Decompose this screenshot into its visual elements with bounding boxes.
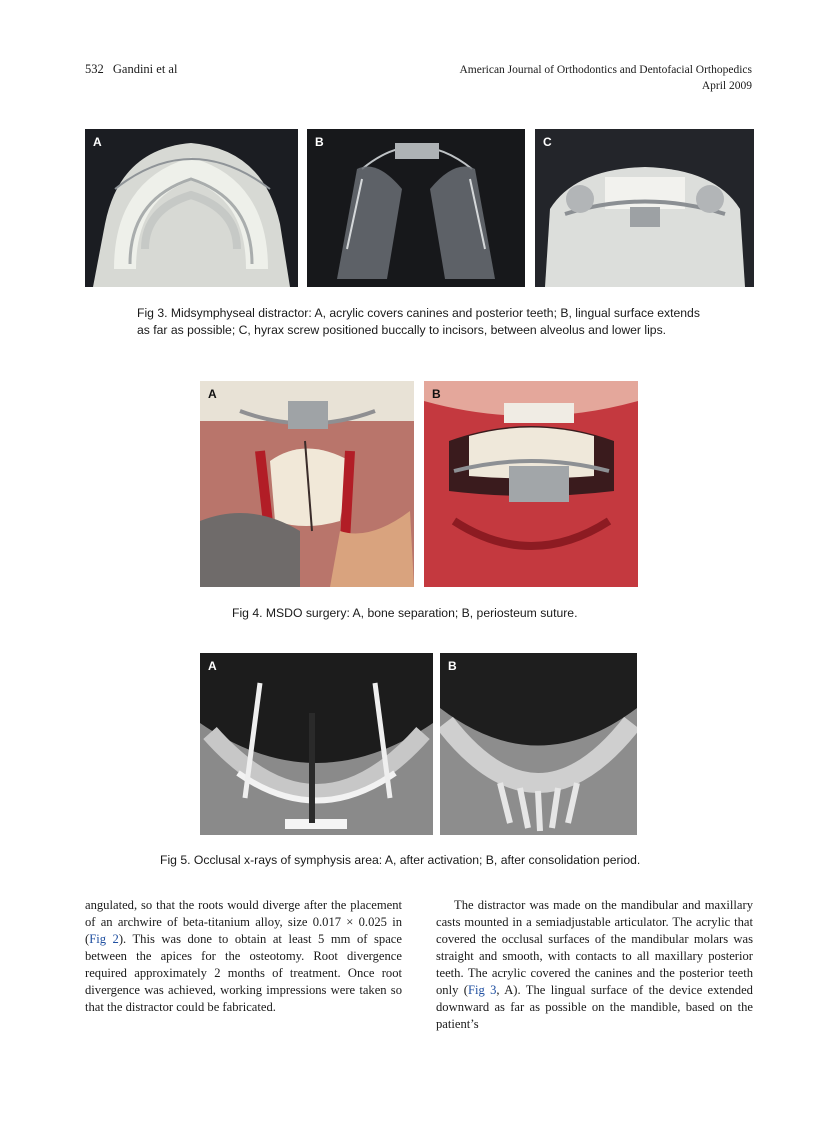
fig4-caption: Fig 4. MSDO surgery: A, bone separation; B, periosteum suture. bbox=[232, 606, 578, 620]
page-number: 532 bbox=[85, 62, 104, 76]
fig5-panel-b bbox=[440, 653, 637, 835]
body-column-right bbox=[436, 897, 753, 1033]
fig5-panel-a bbox=[200, 653, 433, 835]
running-header-right bbox=[459, 62, 752, 94]
fig2-reference-link[interactable]: Fig 2 bbox=[89, 932, 119, 946]
journal-name: American Journal of Orthodontics and Dentofacial Orthopedics bbox=[459, 64, 752, 76]
dental-cast-photo bbox=[85, 129, 298, 287]
xray-consolidation bbox=[440, 653, 637, 835]
panel-label-c: C bbox=[543, 135, 552, 149]
body-column-left bbox=[85, 897, 402, 1016]
surgery-photo bbox=[200, 381, 414, 587]
suture-photo bbox=[424, 381, 638, 587]
panel-label-a: A bbox=[208, 387, 217, 401]
fig3-panel-b bbox=[307, 129, 525, 287]
fig3-panel-c bbox=[535, 129, 754, 287]
panel-label-b: B bbox=[448, 659, 457, 673]
paragraph: angulated, so that the roots would diverge after the placement of an archwire of beta-titanium alloy, size 0.017 × 0.025 in (Fig 2). This was done to obtain at least 5 mm of space between the apices for the osteotomy. Root divergence required approximately 2 months of treatment. Once root divergence was achieved, working impressions were taken so that the distractor could be fabricated. bbox=[85, 898, 402, 1014]
fig4-panel-a bbox=[200, 381, 414, 587]
distractor-device-photo bbox=[307, 129, 525, 287]
panel-label-b: B bbox=[432, 387, 441, 401]
authors: Gandini et al bbox=[112, 62, 178, 76]
cast-with-screw-photo bbox=[535, 129, 754, 287]
xray-activation bbox=[200, 653, 433, 835]
fig5-caption: Fig 5. Occlusal x-rays of symphysis area: A, after activation; B, after consolidation period. bbox=[160, 853, 641, 867]
fig3-reference-link[interactable]: Fig 3 bbox=[467, 983, 497, 997]
paragraph: The distractor was made on the mandibular and maxillary casts mounted in a semiadjustable articulator. The acrylic that covered the occlusal surfaces of the mandibular molars was straight and smooth, with contacts to all maxillary posterior teeth. The acrylic covered the canines and the posterior teeth only (Fig 3, A). The lingual surface of the device extended downward as far as possible on the mandible, based on the patient’s bbox=[436, 898, 753, 1031]
fig3-caption: Fig 3. Midsymphyseal distractor: A, acrylic covers canines and posterior teeth; B, lingual surface extends as far as possible; C, hyrax screw positioned buccally to incisors, between alveolus and lower lips. bbox=[137, 306, 700, 337]
fig4-panel-b bbox=[424, 381, 638, 587]
fig3-panel-a bbox=[85, 129, 298, 287]
running-header-left bbox=[85, 62, 177, 77]
issue-date: April 2009 bbox=[701, 80, 752, 92]
panel-label-b: B bbox=[315, 135, 324, 149]
panel-label-a: A bbox=[93, 135, 102, 149]
panel-label-a: A bbox=[208, 659, 217, 673]
